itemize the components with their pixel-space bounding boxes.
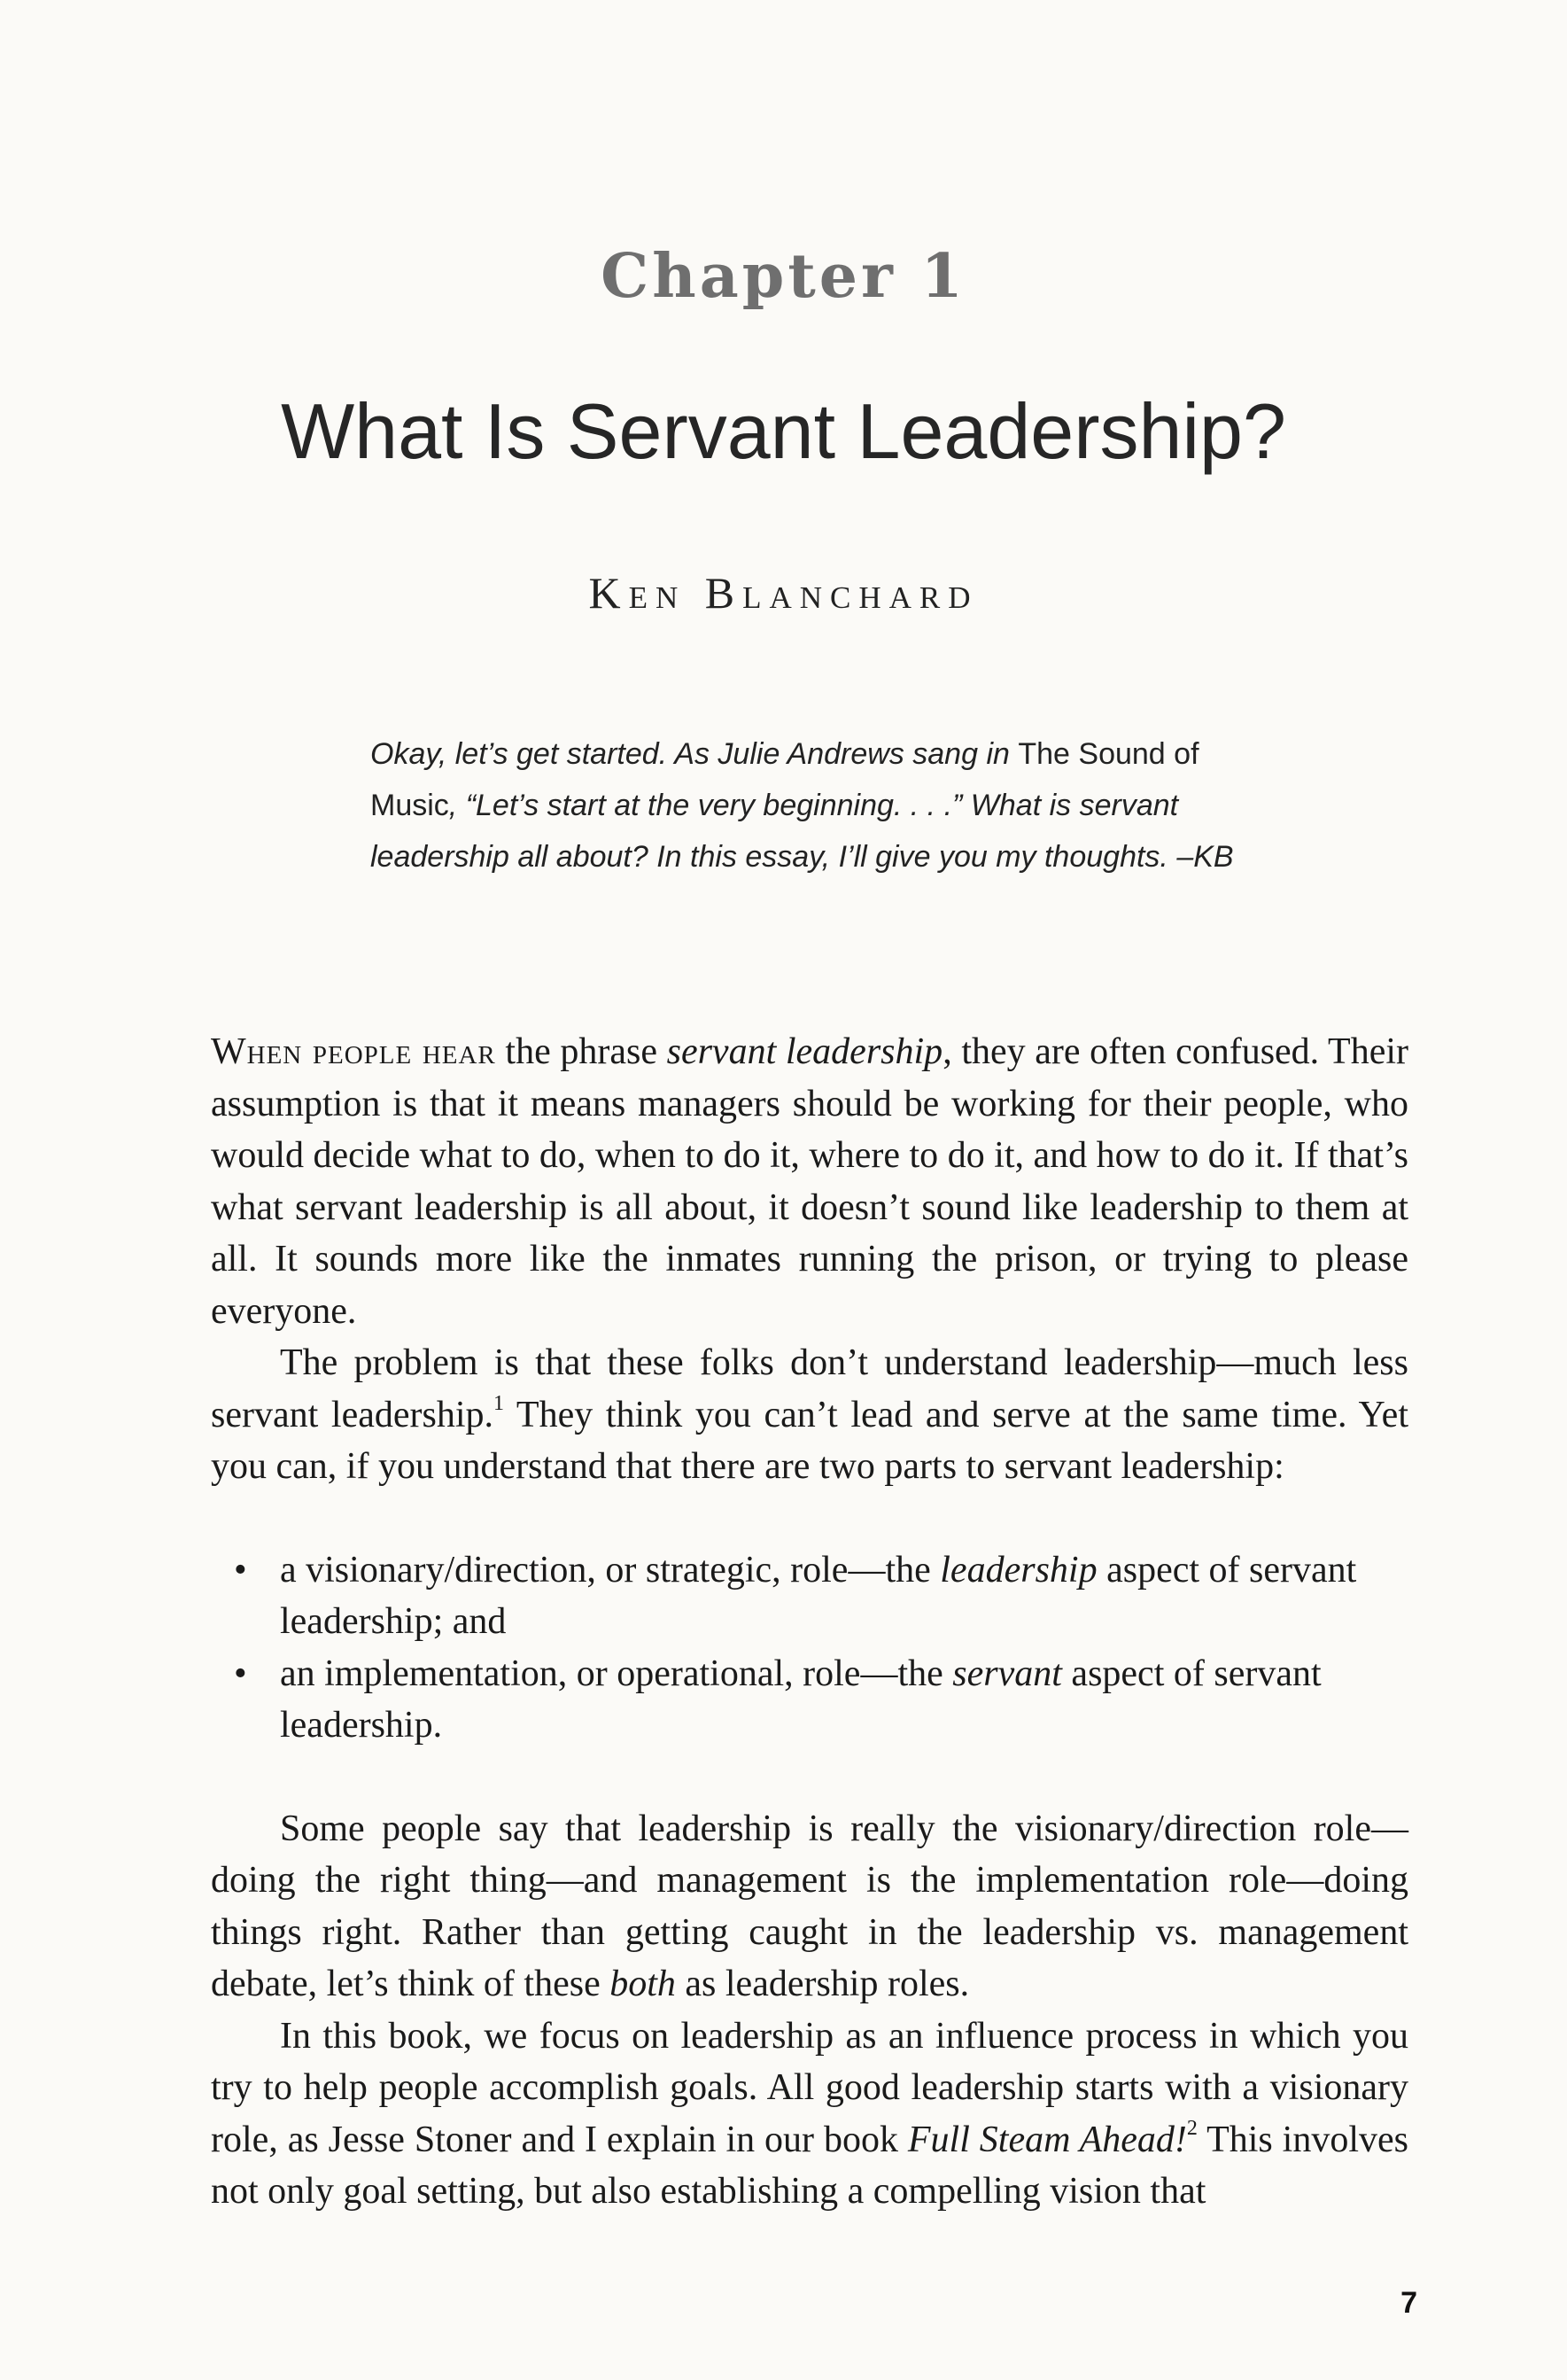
- list-item: [234, 1544, 1408, 1648]
- bullet-list: [211, 1544, 1408, 1752]
- list-item-text-rest: aspect of servant leadership.: [280, 1653, 1322, 1746]
- footnote-ref-1[interactable]: 1: [493, 1391, 505, 1415]
- paragraph-3-text: Some people say that leadership is really the visionary/direction role—doing the right thing—and management is the implementation role—doing things right. Rather than getting caught in the leadership vs. management debate, let’s think of these: [211, 1808, 1408, 2004]
- paragraph-1-emphasis: servant leadership: [666, 1031, 943, 1072]
- paragraph-4-text-rest: This involves not only goal setting, but also establishing a compelling vision that: [211, 2119, 1408, 2212]
- list-item-text: an implementation, or operational, role—the: [280, 1653, 953, 1694]
- epigraph: [370, 728, 1292, 883]
- list-item-text-rest: aspect of servant leadership; and: [280, 1549, 1357, 1642]
- bullet-icon: •: [234, 1653, 247, 1694]
- paragraph-3-emphasis: both: [609, 1964, 676, 2004]
- paragraph-4: [211, 2011, 1408, 2218]
- paragraph-4-text: In this book, we focus on leadership as an influence process in which you try to help people accomplish goals. All good leadership starts with a visionary role, as Jesse Stoner and I explain in our book: [211, 2015, 1408, 2160]
- page-number: 7: [1400, 2286, 1417, 2320]
- lead-in: When people hear: [211, 1031, 496, 1072]
- paragraph-1-text-rest: , they are often confused. Their assumption is that it means managers should be working for their people, who would decide what to do, when to do it, where to do it, and how to do it. If that’s what servant leadership is all about, it doesn’t sound like leadership to them at all. It sounds more like the inmates running the prison, or trying to please everyone.: [211, 1031, 1409, 1332]
- paragraph-3: [211, 1803, 1408, 2011]
- epigraph-text-1: Okay, let’s get started. As Julie Andrews sang in: [370, 737, 1019, 771]
- epigraph-text-2: , “Let’s start at the very beginning. . . .” What is servant leadership all about? In this essay, I’ll give you my thoughts. –KB: [370, 789, 1234, 874]
- epigraph-work-title: The Sound of Music: [370, 737, 1199, 822]
- footnote-ref-2[interactable]: 2: [1186, 2116, 1198, 2140]
- bullet-icon: •: [234, 1549, 247, 1591]
- paragraph-2-text-rest: They think you can’t lead and serve at the same time. Yet you can, if you understand that there are two parts to servant leadership:: [211, 1394, 1408, 1487]
- chapter-label: Chapter 1: [601, 241, 966, 312]
- paragraph-1: [211, 1026, 1408, 1337]
- book-title-full-steam-ahead: Full Steam Ahead!: [907, 2119, 1187, 2160]
- paragraph-2: [211, 1337, 1408, 1493]
- body-text: [211, 1026, 1408, 2218]
- list-item-emphasis: leadership: [940, 1549, 1098, 1591]
- author-name: Ken Blanchard: [588, 568, 979, 618]
- paragraph-3-text-rest: as leadership roles.: [675, 1964, 970, 2004]
- paragraph-2-text: The problem is that these folks don’t understand leadership—much less servant leadership.: [211, 1342, 1408, 1435]
- list-item-text: a visionary/direction, or strategic, role—the: [280, 1549, 941, 1591]
- list-item: [234, 1648, 1408, 1752]
- list-item-emphasis: servant: [952, 1653, 1062, 1694]
- paragraph-1-text: the phrase: [495, 1031, 667, 1072]
- chapter-title: What Is Servant Leadership?: [281, 387, 1286, 475]
